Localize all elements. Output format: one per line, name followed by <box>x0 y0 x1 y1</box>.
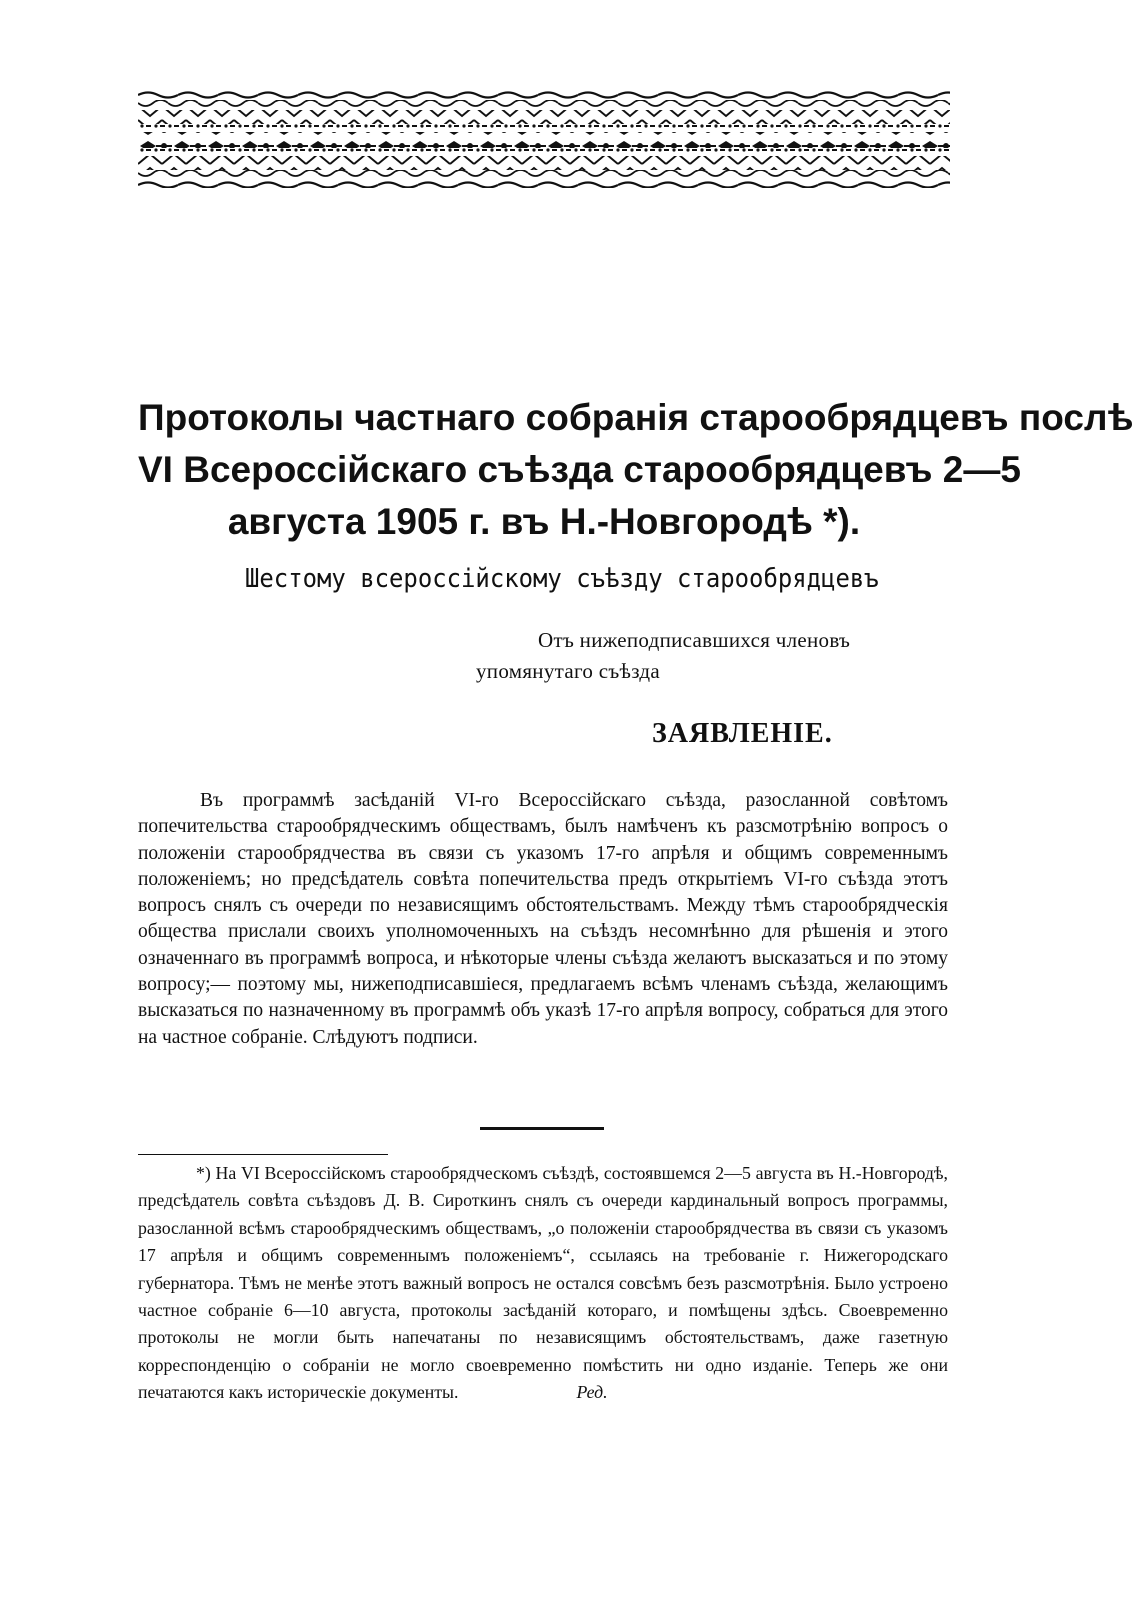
footnote-editor-mark: Ред. <box>576 1382 608 1403</box>
title-footnote-mark: *). <box>823 501 861 542</box>
sender-line-1: Отъ нижеподписавшихся членовъ <box>538 628 851 652</box>
title-line-3-text: августа 1905 г. въ Н.-Новгородѣ <box>227 501 813 542</box>
section-divider <box>480 1127 604 1130</box>
statement-heading: ЗАЯВЛЕНІЕ. <box>652 718 833 749</box>
sender-line-2: упомянутаго съѣзда <box>476 659 661 683</box>
title-line-2: VI Всероссійскаго съѣзда старообрядцевъ 2—5 <box>138 449 1021 490</box>
document-title <box>138 392 1133 548</box>
footnote-text: *) На VI Всероссійскомъ старообрядческомъ съѣздѣ, состоявшемся 2—5 августа въ Н.-Новгородѣ, предсѣдатель совѣта съѣздовъ Д. В. Сироткинъ снялъ съ очереди кардинальный вопросъ программы, разосланной всѣмъ старообрядческимъ обществамъ, „о положеніи старообрядчества въ связи съ указомъ 17 апрѣля и общимъ современнымъ положеніемъ“, ссылаясь на требованіе г. Нижегородскаго губернатора. Тѣмъ не менѣе этотъ важный вопросъ не остался совсѣмъ безъ разсмотрѣнія. Было устроено частное собраніе 6—10 августа, протоколы засѣданій котораго, и помѣщены здѣсь. Своевременно протоколы не могли быть напечатаны по независящимъ обстоятельствамъ, даже газетную корреспонденцію о собраніи не могло своевременно помѣстить ни одно изданіе. Теперь же они печатаются какъ историческіе документы. <box>138 1163 948 1403</box>
sender-block <box>476 625 956 687</box>
title-line-3 <box>138 496 950 548</box>
decorative-ornament-band <box>138 90 950 188</box>
footnote <box>138 1160 948 1407</box>
title-line-1: Протоколы частнаго собранія старообрядцевъ послѣ <box>138 397 1133 438</box>
footnote-separator <box>138 1154 388 1155</box>
statement-body: Въ программѣ засѣданій VI-го Всероссійскаго съѣзда, разосланной совѣтомъ попечительства старообрядческимъ обществамъ, былъ намѣченъ къ разсмотрѣнію вопросъ о положеніи старообрядчества въ связи съ указомъ 17-го апрѣля и общимъ современнымъ положеніемъ; но предсѣдатель совѣта попечительства предъ открытіемъ VI-го съѣзда этотъ вопросъ снялъ съ очереди по независящимъ обстоятельствамъ. Между тѣмъ старообрядческія общества прислали своихъ уполномоченныхъ на съѣздъ несомнѣнно для рѣшенія и этого означеннаго въ программѣ вопроса, и нѣкоторые члены съѣзда желаютъ высказаться и по этому вопросу;— поэтому мы, нижеподписавшіеся, предлагаемъ всѣмъ членамъ съѣзда, желающимъ высказаться по назначенному въ программѣ объ указѣ 17-го апрѣля вопросу, собраться для этого на частное собраніе. Слѣдуютъ подписи. <box>138 790 948 1048</box>
addressee-line: Шестому всероссійскому съѣзду старообрядцевъ <box>245 564 879 594</box>
